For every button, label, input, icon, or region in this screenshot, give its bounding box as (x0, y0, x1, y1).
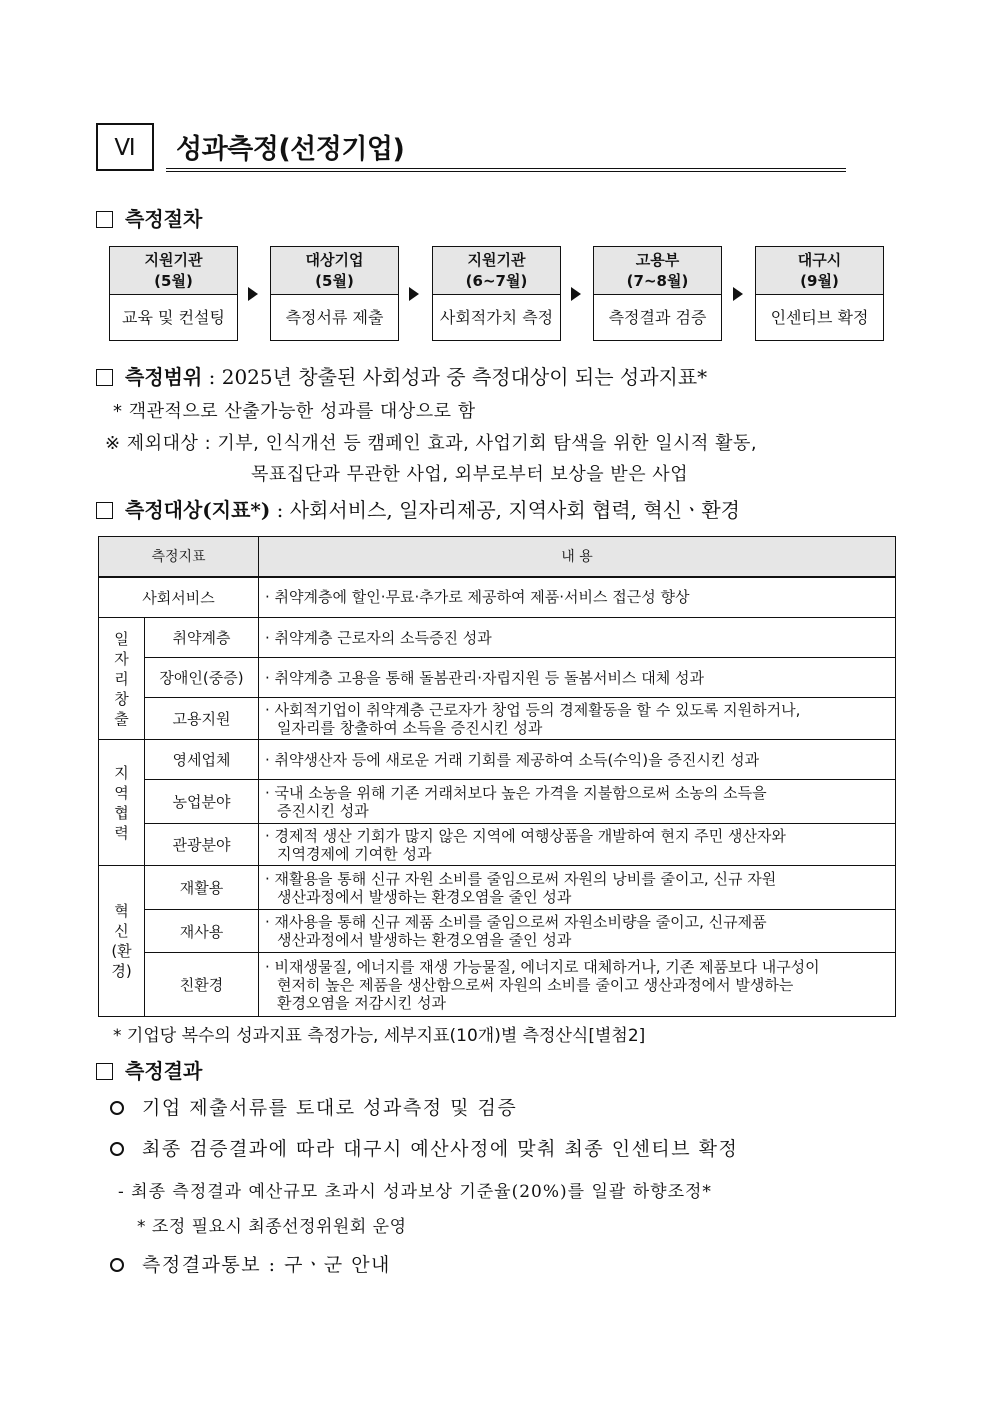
flow-step-task: 사회적가치 측정 (439, 308, 554, 327)
indicator-name: 장애인(중증) (145, 658, 259, 698)
flow-step-org: 대구시 (797, 251, 842, 269)
chapter-number: Ⅵ (96, 123, 154, 171)
indicator-name: 영세업체 (145, 740, 259, 780)
table-row (99, 780, 896, 824)
result-heading: 측정결과 (96, 1055, 202, 1084)
flow-step-1 (109, 246, 238, 341)
category-jobs: 일 자 리 창 출 (99, 618, 145, 740)
indicator-desc: · 재사용을 통해 신규 제품 소비를 줄임으로써 자원소비량을 줄이고, 신규제품 생산과정에서 발생하는 환경오염을 줄인 성과 (259, 910, 896, 953)
circle-bullet-icon (110, 1142, 124, 1156)
procedure-heading: 측정절차 (96, 203, 202, 232)
result-sub-item: - 최종 측정결과 예산규모 초과시 성과보상 기준율(20%)를 일괄 하향조정* (118, 1182, 712, 1202)
scope-exclusion-line-2: 목표집단과 무관한 사업, 외부로부터 보상을 받은 사업 (251, 464, 689, 485)
flow-step-task: 측정서류 제출 (285, 308, 384, 327)
table-row (99, 658, 896, 698)
target-heading: 측정대상(지표*) : 사회서비스, 일자리제공, 지역사회 협력, 혁신ㆍ환경 (96, 494, 740, 523)
scope-text: : 2025년 창출된 사회성과 중 측정대상이 되는 성과지표* (202, 365, 708, 389)
flow-step-org: 지원기관 (467, 251, 526, 269)
table-row (99, 953, 896, 1017)
table-row (99, 740, 896, 780)
arrow-right-icon (571, 287, 581, 301)
category-region: 지 역 협 력 (99, 740, 145, 866)
arrow-right-icon (409, 287, 419, 301)
circle-bullet-icon (110, 1101, 124, 1115)
flow-step-org: 대상기업 (305, 251, 364, 269)
chapter-heading (96, 123, 846, 173)
result-item-2: 최종 검증결과에 따라 대구시 예산사정에 맞춰 최종 인센티브 확정 (110, 1134, 738, 1161)
indicator-name: 재사용 (145, 910, 259, 953)
indicator-name: 관광분야 (145, 824, 259, 866)
scope-heading: 측정범위 : 2025년 창출된 사회성과 중 측정대상이 되는 성과지표* (96, 361, 707, 390)
indicator-table (98, 536, 896, 1017)
indicator-desc: · 사회적기업이 취약계층 근로자가 창업 등의 경제활동을 할 수 있도록 지원하거나, 일자리를 창출하여 소득을 증진시킨 성과 (259, 698, 896, 740)
indicator-desc: · 취약계층 근로자의 소득증진 성과 (259, 618, 896, 658)
flow-step-period: (9월) (800, 272, 839, 290)
flow-step-period: (6~7월) (465, 272, 528, 290)
indicator-desc: · 경제적 생산 기회가 많지 않은 지역에 여행상품을 개발하여 현지 주민 생산자와 지역경제에 기여한 성과 (259, 824, 896, 866)
table-row (99, 698, 896, 740)
square-bullet-icon (96, 1063, 113, 1080)
indicator-name: 농업분야 (145, 780, 259, 824)
header-indicator: 측정지표 (99, 537, 259, 577)
scope-exclusion-line-1: ※ 제외대상 : 기부, 인식개선 등 캠페인 효과, 사업기회 탐색을 위한 일시적 활동, (105, 433, 758, 454)
result-item-3: 측정결과통보 : 구ㆍ군 안내 (110, 1250, 391, 1277)
indicator-desc: · 국내 소농을 위해 기존 거래처보다 높은 가격을 지불함으로써 소농의 소득을 증진시킨 성과 (259, 780, 896, 824)
indicator-name: 취약계층 (145, 618, 259, 658)
indicator-name: 사회서비스 (99, 577, 259, 618)
indicator-name: 고용지원 (145, 698, 259, 740)
indicator-desc: · 재활용을 통해 신규 자원 소비를 줄임으로써 자원의 낭비를 줄이고, 신규 자원 생산과정에서 발생하는 환경오염을 줄인 성과 (259, 866, 896, 910)
flow-step-period: (5월) (154, 272, 193, 290)
circle-bullet-icon (110, 1258, 124, 1272)
result-sub-note: * 조정 필요시 최종선정위원회 운영 (137, 1217, 407, 1237)
result-item-1: 기업 제출서류를 토대로 성과측정 및 검증 (110, 1093, 517, 1120)
indicator-desc: · 취약계층 고용을 통해 돌봄관리·자립지원 등 돌봄서비스 대체 성과 (259, 658, 896, 698)
table-row (99, 618, 896, 658)
table-footnote: * 기업당 복수의 성과지표 측정가능, 세부지표(10개)별 측정산식[별첨2] (113, 1026, 646, 1046)
indicator-desc: · 취약생산자 등에 새로운 거래 기회를 제공하여 소득(수익)을 증진시킨 성과 (259, 740, 896, 780)
indicator-desc: · 취약계층에 할인·무료·추가로 제공하여 제품·서비스 접근성 향상 (259, 577, 896, 618)
indicator-name: 재활용 (145, 866, 259, 910)
table-row (99, 866, 896, 910)
flow-step-org: 지원기관 (144, 251, 203, 269)
indicator-desc: · 비재생물질, 에너지를 재생 가능물질, 에너지로 대체하거나, 기존 제품보다 내구성이 현저히 높은 제품을 생산함으로써 자원의 소비를 줄이고 생산과정에서 발생하는 환경오염을 저감시킨 성과 (259, 953, 896, 1017)
table-row (99, 824, 896, 866)
table-row (99, 577, 896, 618)
chapter-underline (166, 168, 846, 172)
flow-step-task: 인센티브 확정 (770, 308, 869, 327)
flow-step-5 (755, 246, 884, 341)
flow-step-org: 고용부 (635, 251, 680, 269)
table-header-row (99, 537, 896, 577)
square-bullet-icon (96, 211, 113, 228)
flow-step-3 (432, 246, 561, 341)
category-innovation: 혁 신 (환 경) (99, 866, 145, 1017)
arrow-right-icon (248, 287, 258, 301)
square-bullet-icon (96, 369, 113, 386)
arrow-right-icon (733, 287, 743, 301)
target-text: : 사회서비스, 일자리제공, 지역사회 협력, 혁신ㆍ환경 (270, 498, 740, 522)
flow-step-period: (5월) (315, 272, 354, 290)
scope-note: * 객관적으로 산출가능한 성과를 대상으로 함 (113, 401, 476, 422)
flow-step-task: 측정결과 검증 (608, 308, 707, 327)
flow-step-task: 교육 및 컨설팅 (122, 308, 225, 327)
indicator-name: 친환경 (145, 953, 259, 1017)
flow-step-4 (593, 246, 722, 341)
square-bullet-icon (96, 502, 113, 519)
chapter-title: 성과측정(선정기업) (176, 134, 405, 165)
flow-step-period: (7~8월) (626, 272, 689, 290)
header-content: 내 용 (259, 537, 896, 577)
flow-step-2 (270, 246, 399, 341)
table-row (99, 910, 896, 953)
